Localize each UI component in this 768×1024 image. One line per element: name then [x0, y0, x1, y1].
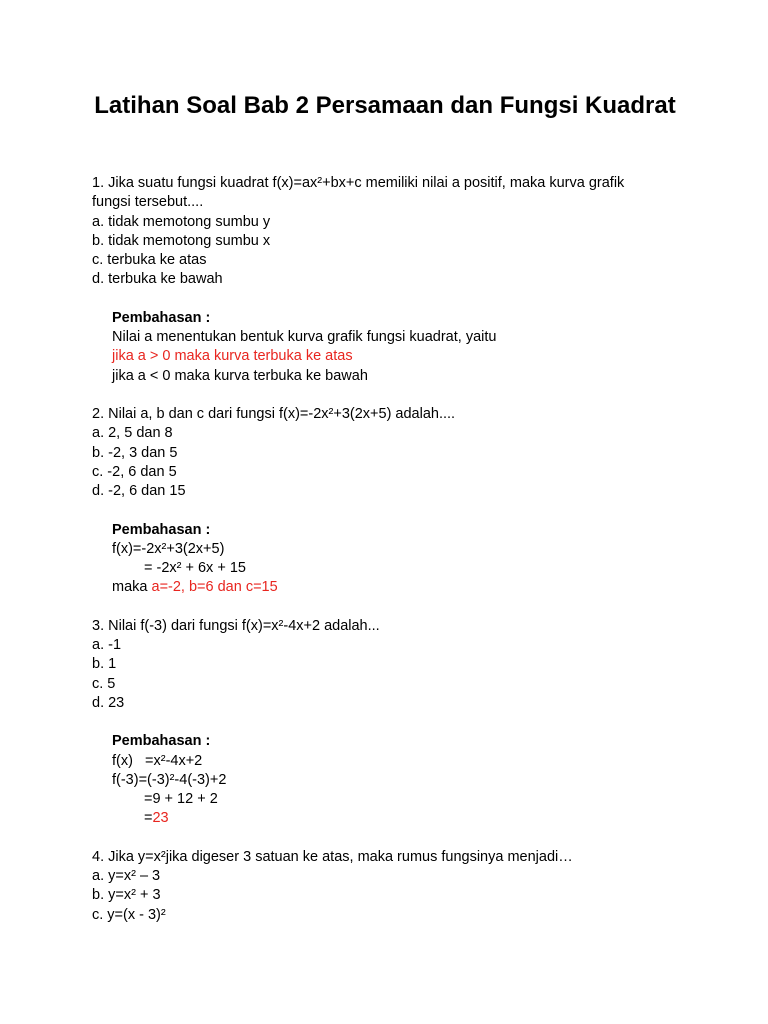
q2-solution-answer: a=-2, b=6 dan c=15 [151, 579, 278, 596]
q3-option-a: a. -1 [92, 637, 122, 653]
q2-pembahasan-heading: Pembahasan : [112, 521, 211, 538]
q2-solution-prefix: maka [112, 579, 152, 596]
q1-solution-line-3: jika a < 0 maka kurva terbuka ke bawah [112, 367, 368, 384]
q4-option-b: b. y=x² + 3 [92, 887, 161, 904]
q3-solution-line-1: f(x) =x²-4x+2 [112, 752, 203, 769]
q3-solution-line-2: f(-3)=(-3)²-4(-3)+2 [112, 771, 227, 788]
q2-option-b: b. -2, 3 dan 5 [92, 444, 178, 461]
q1-option-c: c. terbuka ke atas [92, 252, 207, 268]
q3-option-d: d. 23 [92, 694, 125, 711]
q1-option-d: d. terbuka ke bawah [92, 271, 223, 288]
q3-solution-answer: 23 [152, 810, 169, 827]
q1-option-b: b. tidak memotong sumbu x [92, 232, 271, 249]
q3-option-c: c. 5 [92, 675, 116, 692]
q2-solution-line-3 [92, 578, 692, 597]
q3-solution-line-3: =9 + 12 + 2 [144, 791, 218, 807]
q3-solution-equals: = [144, 810, 153, 827]
q4-option-a: a. y=x² – 3 [92, 868, 161, 884]
q1-stem-line-2: fungsi tersebut.... [92, 194, 204, 211]
q2-option-d: d. -2, 6 dan 15 [92, 483, 186, 499]
q2-solution-line-2: = -2x² + 6x + 15 [144, 560, 246, 576]
q2-solution-line-1: f(x)=-2x²+3(2x+5) [112, 540, 225, 557]
q3-option-b: b. 1 [92, 656, 117, 673]
document-body [92, 174, 692, 925]
q2-option-c: c. -2, 6 dan 5 [92, 463, 177, 480]
q1-pembahasan-heading: Pembahasan : [112, 309, 211, 326]
page-title: Latihan Soal Bab 2 Persamaan dan Fungsi Kuadrat [94, 92, 676, 119]
q4-option-c: c. y=(x - 3)² [92, 906, 166, 923]
q1-solution-highlight: jika a > 0 maka kurva terbuka ke atas [112, 348, 353, 365]
q3-pembahasan-heading: Pembahasan : [112, 733, 211, 750]
q4-stem: 4. Jika y=x²jika digeser 3 satuan ke atas, maka rumus fungsinya menjadi… [92, 848, 573, 865]
q3-solution-line-4 [92, 809, 692, 828]
q1-option-a: a. tidak memotong sumbu y [92, 213, 271, 230]
q1-solution-line-1: Nilai a menentukan bentuk kurva grafik fungsi kuadrat, yaitu [112, 329, 497, 345]
q1-stem-line-1: 1. Jika suatu fungsi kuadrat f(x)=ax²+bx+c memiliki nilai a positif, maka kurva grafik [92, 175, 625, 191]
q2-stem: 2. Nilai a, b dan c dari fungsi f(x)=-2x²+3(2x+5) adalah.... [92, 406, 456, 422]
q2-option-a: a. 2, 5 dan 8 [92, 425, 173, 442]
q3-stem: 3. Nilai f(-3) dari fungsi f(x)=x²-4x+2 adalah... [92, 617, 380, 634]
